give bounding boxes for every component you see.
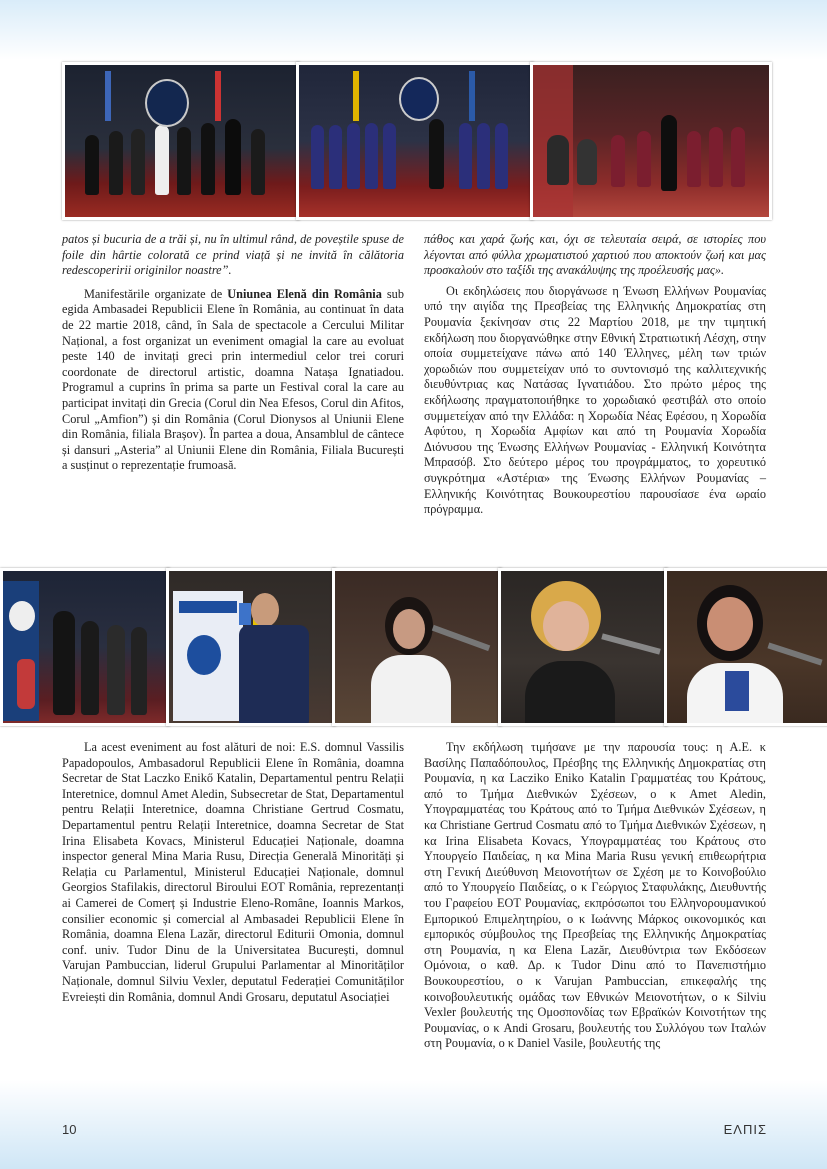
ro-guests-paragraph: La acest eveniment au fost alături de noi: E.S. domnul Vassilis Papadopoulos, Ambasadorul Republicii Elene în România, doamna Secretar de Stat Laczko Enikő Katalin, Departamentul pentru Relații Interetnice, domnul Amet Aledin, Subsecretar de Stat, Departamentul pentru Relații Interetnice, doamna Christiane Gertrud Cosmatu, Departamentul pentru Relații Interetnice, doamna Secretar de Stat Irina Elisabeta Kovacs, Ministerul Educației Naționale, doamna inspector general Mina Maria Rusu, Direcția Generală Minorități și Relația cu Parlamentul, Ministerul Educației Naționale, domnul Georgios Stafilakis, directorul Biroului EOT România, reprezentanți ai Camerei de Comerț și Industrie Eleno-Române, Ioannis Markos, consilier economic și comercial al Ambasadei Republicii Elene în România, doamna Elena Lazăr, directorul Editurii Omonia, domnul conf. univ. Tudor Dinu de la Universitatea București, domnul Varujan Pambuccian, liderul Grupului Parlamentar al Minorităților Naționale, domnul Silviu Vexler, deputatul Federației Comunităților Evreiești din România, domnul Andi Grosaru, deputatul Asociației — [62, 740, 404, 1004]
ro-bottom-column — [62, 740, 404, 1005]
ambassador-photo — [166, 568, 336, 726]
speaker-woman-photo-2 — [498, 568, 668, 726]
speaker-woman-photo-3 — [664, 568, 827, 726]
speakers-photo-1 — [0, 568, 170, 726]
choir-photo-3 — [530, 62, 772, 220]
gr-bottom-column — [424, 740, 766, 1052]
ro-top-column — [62, 232, 404, 474]
page-number: 10 — [62, 1122, 77, 1137]
ro-paragraph-1 — [62, 287, 404, 474]
ro-p1-rest: sub egida Ambasadei Republicii Elene în România, au continuat în data de 22 martie 2018, când, în Sala de spectacole a Cercului Militar Național, a fost organizat un eveniment omagial la care au evoluat peste 140 de invitați greci prin intermediul celor trei coruri coordonate de directorul artistic, doamna Natașa Ignatiadou. Programul a cuprins în prima sa parte un Festival coral la care au participat invitați din Grecia (Corul din Nea Efesos, Corul din Afitos, Corul „Amfion”) și din România (Corul Dionysos al Uniunii Elene din România, filiala Brașov). În partea a doua, Ansamblul de cântece și dansuri „Asteria” al Uniunii Elene din România, Filiala București a susținut o reprezentație frumoasă. — [62, 286, 404, 473]
magazine-name: ΕΛΠΙΣ — [723, 1122, 767, 1137]
gr-quote: πάθος και χαρά ζωής και, όχι σε τελευταία σειρά, σε ιστορίες που λέγονται από φύλλα χρωματιστού χαρτιού που αποκτούν ζωή και μας προσκαλούν στο ταξίδι της ανακάλυψης της προέλευσής μας». — [424, 232, 766, 278]
ro-quote: patos și bucuria de a trăi și, nu în ultimul rând, de poveștile spuse de foile din hârtie colorată ce prind viață și ne invită în călătoria redescoperirii originilor noastre”. — [62, 232, 404, 278]
choir-photo-1 — [62, 62, 300, 220]
gr-guests-paragraph: Την εκδήλωση τιμήσανε με την παρουσία τους: η Α.Ε. κ Βασίλης Παπαδόπουλος, Πρέσβης της Ελληνικής Δημοκρατίας στη Ρουμανία, η κα Lacziko Eniko Katalin Γραμματέας του Κράτους, από το Τμήμα Διεθνικών Σχέσεων, ο κ Amet Aledin, Υπογραμματέας του Κράτους από το Τμήμα Διεθνικών Σχέσεων, η κα Christiane Gertrud Cosmatu από το Τμήμα Διεθνικών Σχέσεων, η κα Irina Elisabeta Kovacs, Υπογραμματέας του Κράτους στο Υπουργείο Παιδείας, η κα Mina Maria Rusu γενική επιθεωρήτρια στη Γενική Διεύθυνση Μειονοτήτων σε Σχέση με το Κοινοβούλιο από το Υπουργείο Παιδείας, ο κ Γεώργιος Σταφυλάκης, Διευθυντής του Γραφείου ΕΟΤ Ρουμανίας, εκπρόσωποι του Ελληνορουμανικού Εμπορικού Επιμελητηρίου, ο κ Ιωάννης Μάρκος οικονομικός και εμπορικός σύμβουλος της Πρεσβείας της Ελληνικής Δημοκρατίας στη Ρουμανία, η κα Elena Lazăr, Διευθύντρια των Εκδόσεων Ομόνοια, ο καθ. Δρ. κ Tudor Dinu από το Πανεπιστήμιο Βουκουρεστίου, ο κ Varujan Pambuccian, επικεφαλής της κοινοβουλευτικής ομάδας των Εθνικών Μειονοτήτων, ο κ Silviu Vexler βουλευτής της Ομοσπονδίας των Εβραϊκών Κοινοτήτων της Ρουμανίας, ο κ Andi Grosaru, βουλευτής του Συλλόγου των Ιταλών στη Ρουμανία, ο κ Daniel Vasile, βουλευτής της — [424, 740, 766, 1051]
ro-p1-organisation: Uniunea Elenă din România — [227, 286, 382, 301]
gr-top-column — [424, 232, 766, 518]
speaker-woman-photo-1 — [332, 568, 502, 726]
choir-photo-2 — [296, 62, 534, 220]
ro-p1-start: Manifestările organizate de — [84, 286, 228, 301]
gr-paragraph-1: Οι εκδηλώσεις που διοργάνωσε η Ένωση Ελλήνων Ρουμανίας υπό την αιγίδα της Πρεσβείας της Ελληνικής Δημοκρατίας στη Ρουμανία ξεκίνησαν στις 22 Μαρτίου 2018, με την τιμητική εκδήλωση που διοργανώθηκε στην Εθνική Στρατιωτική Λέσχη, στην οποία συμμετείχανε πάνω από 140 Έλληνες, μέλη των τριών χορωδιών που συμμετείχαν υπό το συντονισμό της καλλιτεχνικής διευθύντριας κας Νατάσας Ιγνατιάδου. Στο πρώτο μέρος της εκδήλωσης πραγματοποιήθηκε το χορωδιακό φεστιβάλ στο οποίο συμμετείχαν από την Ελλάδα: η Χορωδία Νέας Εφέσου, η Χορωδία Αφύτου, η Χορωδία Αμφίων και από τη Ρουμανία Χορωδία Διόνυσου της Ένωσης Ελλήνων Ρουμανίας - Ελληνική Κοινότητα Μπρασόβ. Στο δεύτερο μέρος του προγράμματος, το χορευτικό συγκρότημα «Αστέρια» της Ένωσης Ελλήνων Ρουμανίας – Ελληνικής Κοινότητας Βουκουρεστίου παρουσίασε ένα ωραίο πρόγραμμα. — [424, 283, 766, 517]
